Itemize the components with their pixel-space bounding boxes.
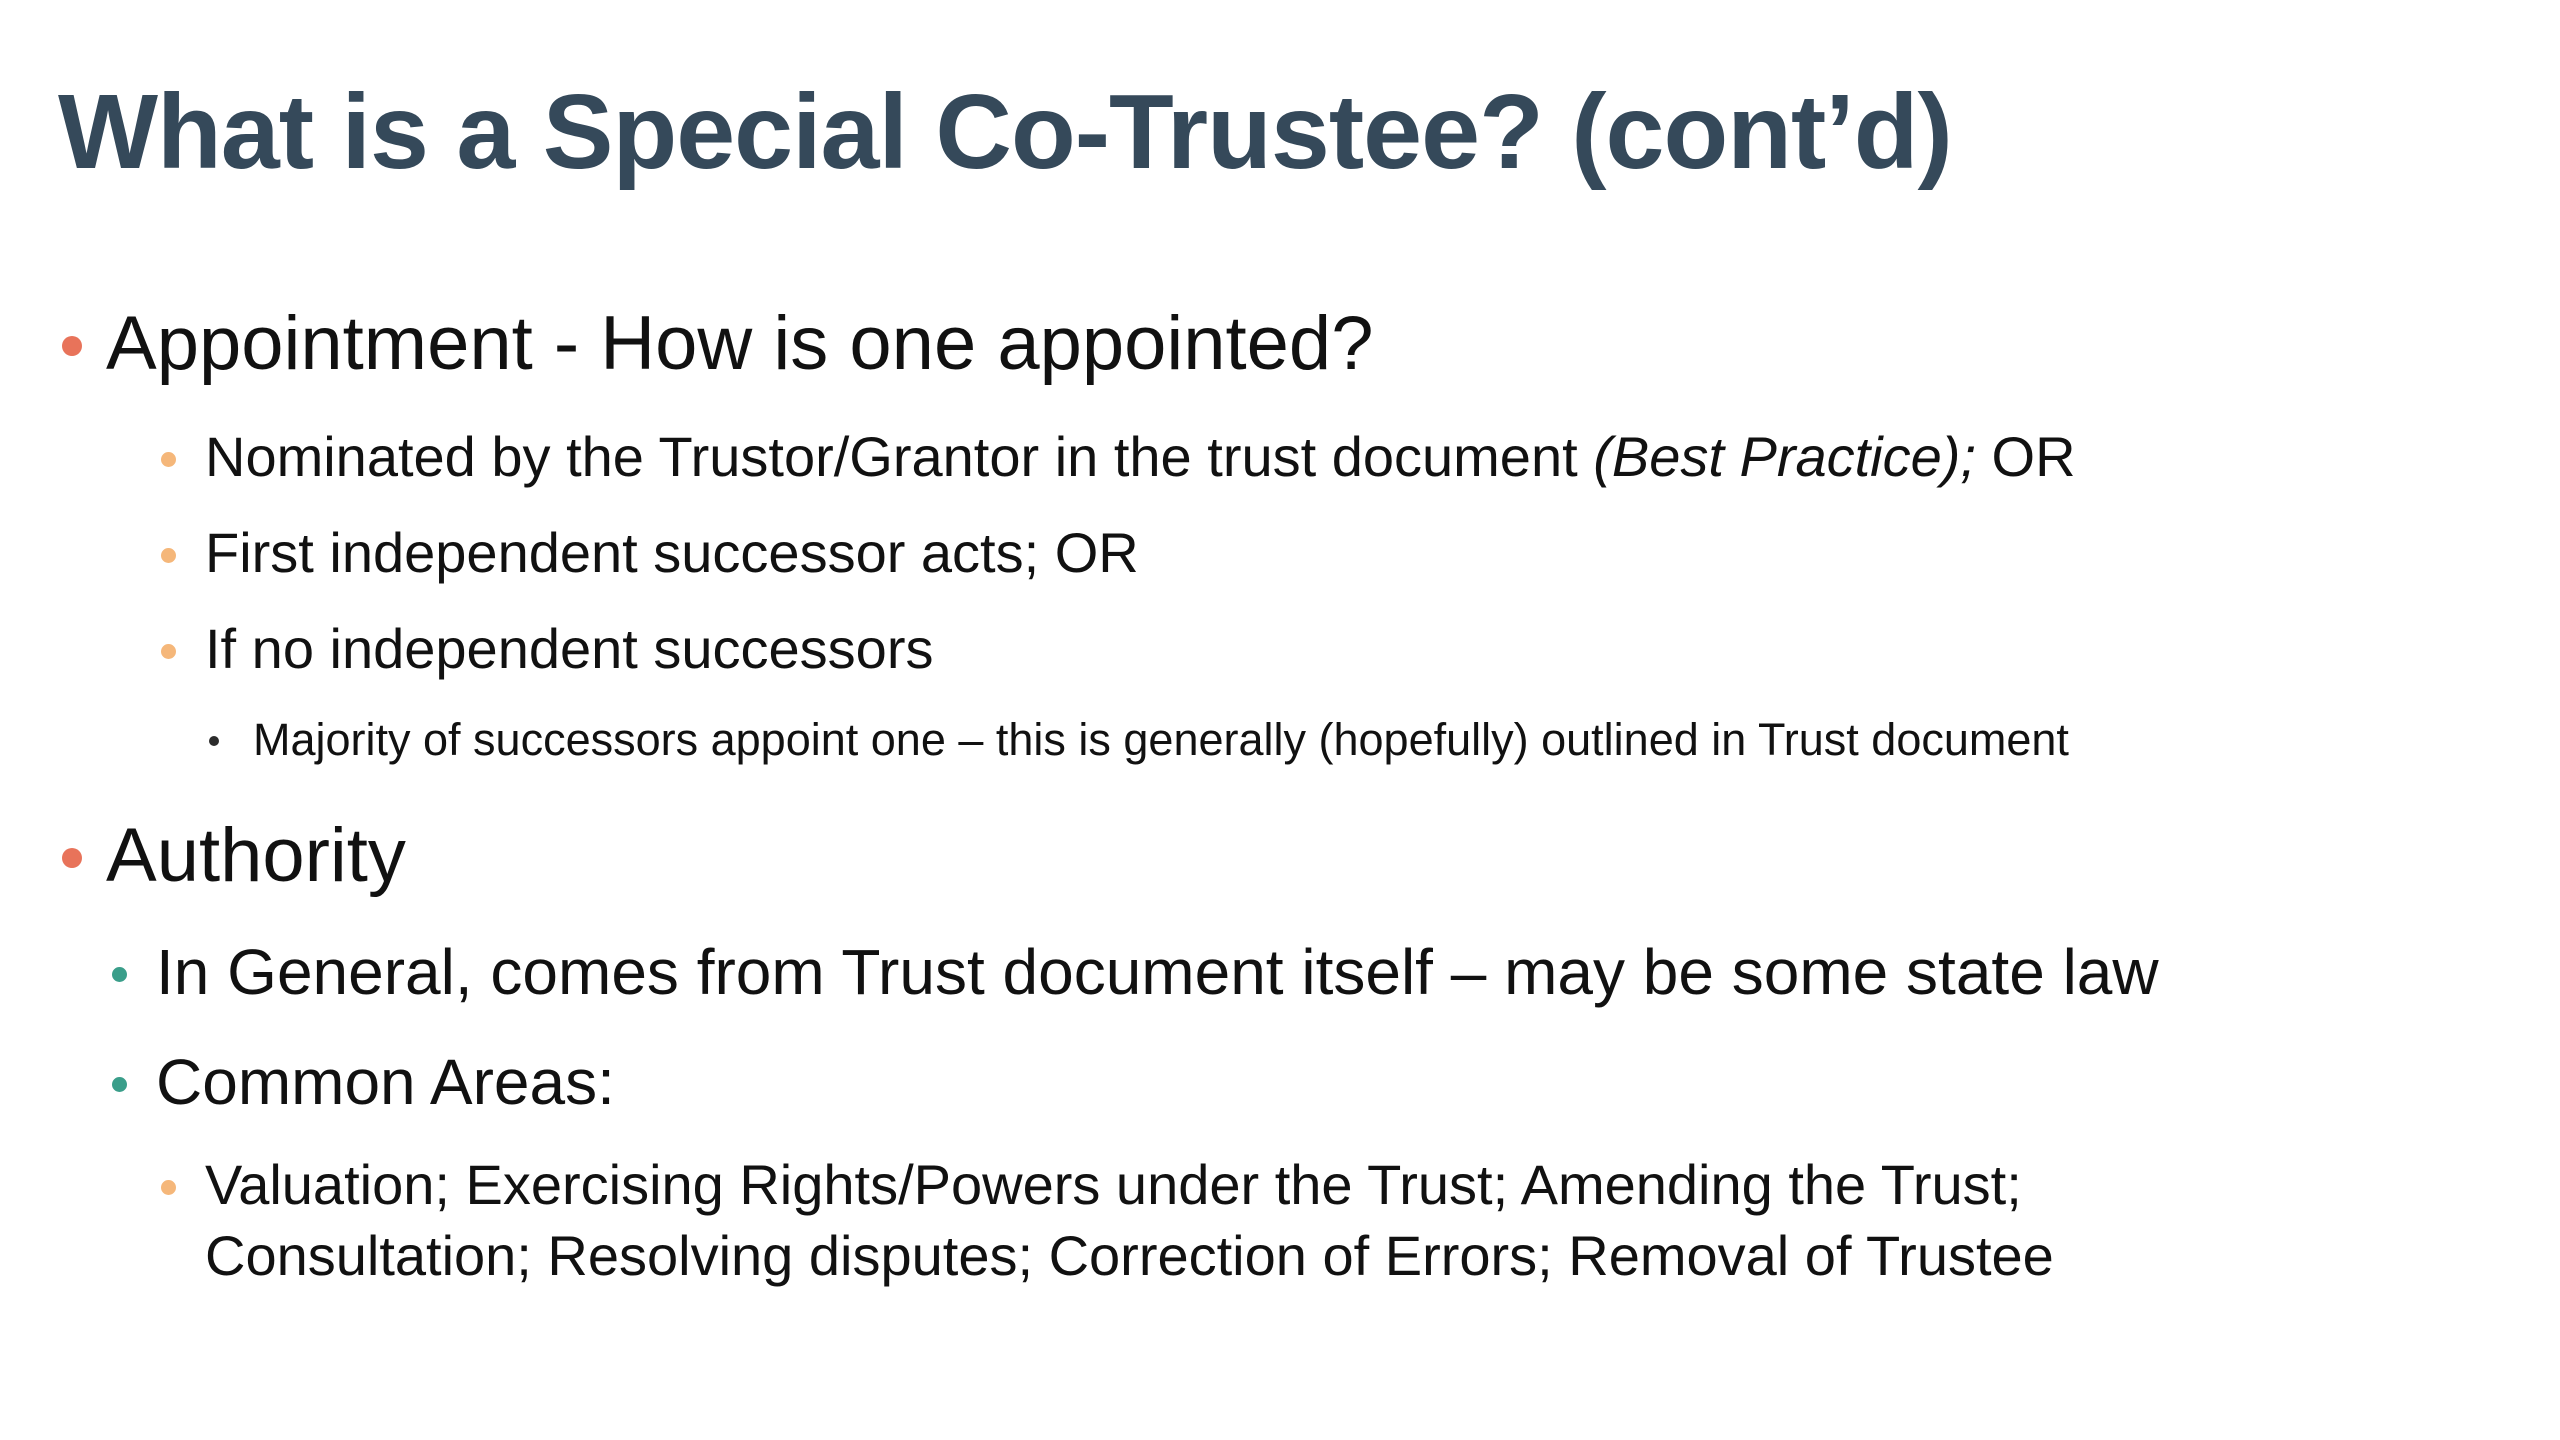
bullet-common-areas-detail bbox=[205, 1152, 2054, 1288]
bullet-no-independent bbox=[205, 616, 933, 681]
bullet-dot-icon bbox=[62, 336, 82, 356]
appointment-heading: Appointment - How is one appointed? bbox=[106, 301, 1374, 386]
bullet-dot-icon bbox=[161, 548, 176, 563]
bullet-in-general bbox=[156, 935, 2159, 1009]
common-areas-detail-line2: Consultation; Resolving disputes; Correction of Errors; Removal of Trustee bbox=[205, 1224, 2054, 1287]
bullet-dot-icon bbox=[62, 848, 82, 868]
bullet-dot-icon bbox=[161, 452, 176, 467]
bullet-first-independent bbox=[205, 520, 1139, 585]
slide-title: What is a Special Co-Trustee? (cont’d) bbox=[58, 73, 1952, 191]
best-practice-emphasis: (Best Practice); bbox=[1593, 425, 1976, 488]
no-independent-text: If no independent successors bbox=[205, 617, 934, 680]
bullet-dot-icon bbox=[112, 967, 127, 982]
common-areas-text: Common Areas: bbox=[156, 1046, 615, 1118]
bullet-nominated bbox=[205, 424, 2076, 489]
bullet-authority bbox=[106, 812, 406, 899]
bullet-dot-icon bbox=[161, 1180, 176, 1195]
common-areas-detail-line1: Valuation; Exercising Rights/Powers under the Trust; Amending the Trust; bbox=[205, 1153, 2022, 1216]
nominated-suffix: OR bbox=[1975, 425, 2076, 488]
nominated-text: Nominated by the Trustor/Grantor in the trust document bbox=[205, 425, 1594, 488]
bullet-common-areas bbox=[156, 1045, 615, 1119]
first-independent-text: First independent successor acts; OR bbox=[205, 521, 1139, 584]
bullet-appointment bbox=[106, 300, 1373, 387]
bullet-dot-icon bbox=[209, 736, 219, 746]
majority-text: Majority of successors appoint one – this is generally (hopefully) outlined in Trust document bbox=[253, 714, 2069, 765]
bullet-majority bbox=[253, 714, 2069, 766]
bullet-dot-icon bbox=[161, 644, 176, 659]
authority-heading: Authority bbox=[106, 813, 406, 898]
bullet-dot-icon bbox=[112, 1077, 127, 1092]
in-general-text: In General, comes from Trust document itself – may be some state law bbox=[156, 936, 2159, 1008]
